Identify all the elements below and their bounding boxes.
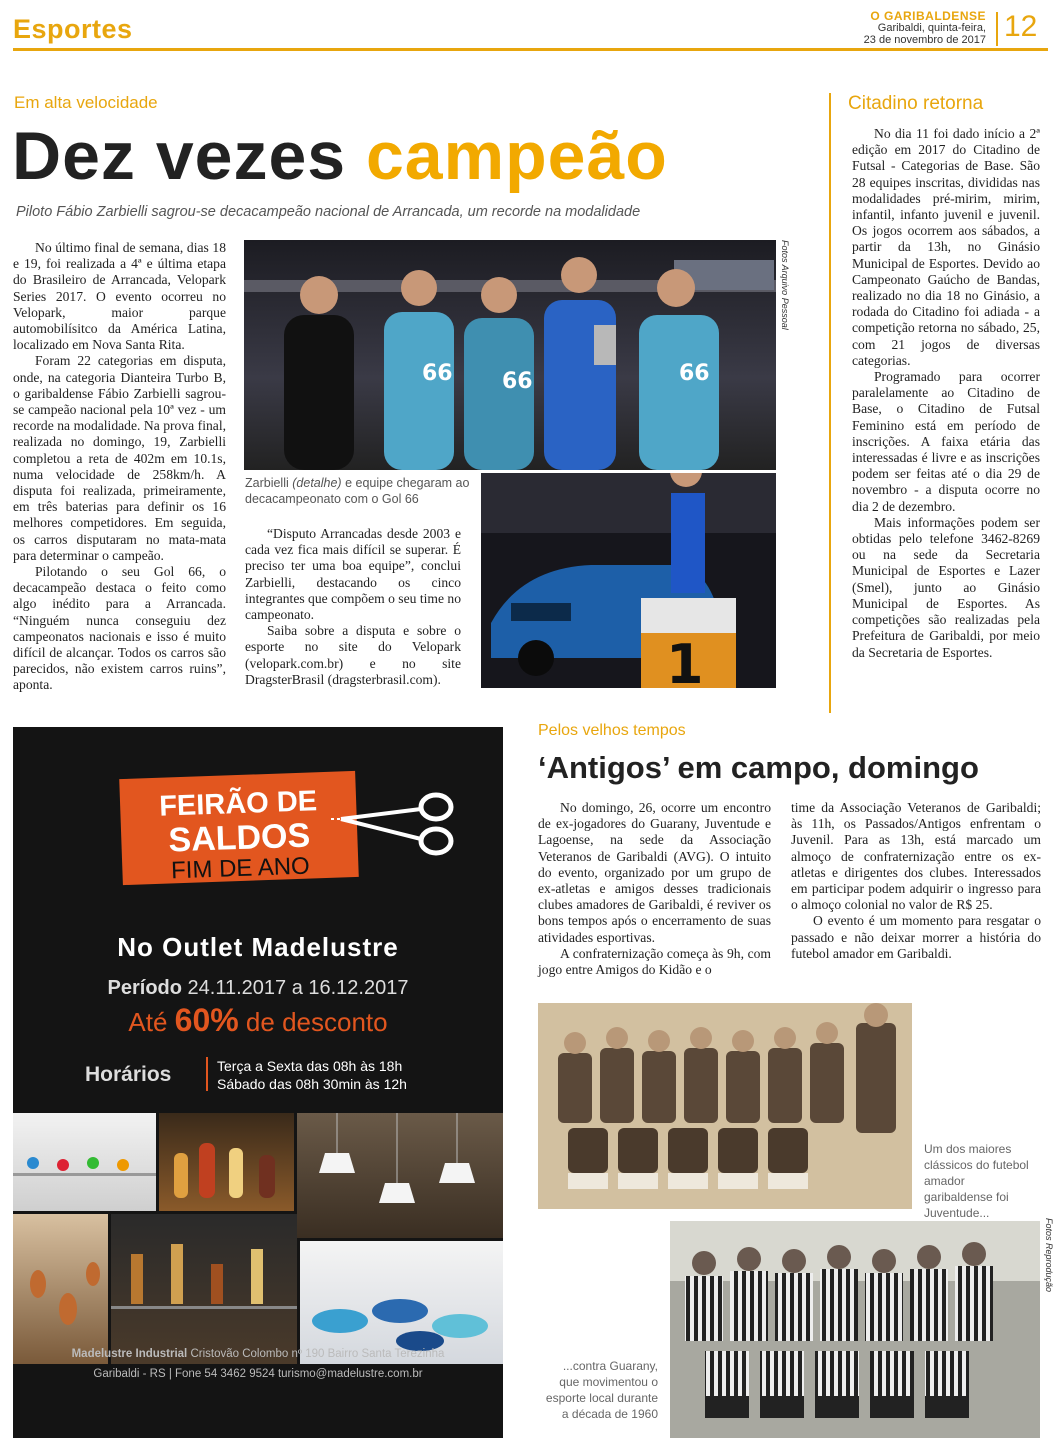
- scissors-icon: [331, 789, 461, 859]
- ad-hours-label: Horários: [85, 1063, 172, 1086]
- showroom-graphic: [111, 1214, 297, 1364]
- ad-discount-pre: Até: [128, 1007, 175, 1037]
- ad-period-value: 24.11.2017 a 16.12.2017: [181, 977, 409, 999]
- ad-photo-lamps: [13, 1214, 108, 1364]
- ad-hours: [217, 1057, 407, 1093]
- ad-banner-line1: FEIRÃO DE: [158, 785, 318, 823]
- ad-footer-address: Cristovão Colombo nº 190 Bairro Santa Terezinha: [187, 1348, 445, 1360]
- ad-period-label: Período: [107, 977, 182, 999]
- caption-post: e equipe chegaram ao decacampeonato com o Gol 66: [245, 476, 470, 506]
- section-rule: [13, 48, 1048, 51]
- caption-pre: Zarbielli: [245, 476, 293, 490]
- second-col2-p2: O evento é um momento para resgatar o passado e não deixar morrer a história do futebol amador em Garibaldi.: [791, 913, 1041, 961]
- sidebar-body: [852, 126, 1040, 661]
- main-kicker: Em alta velocidade: [14, 93, 158, 112]
- main-col2: [245, 526, 461, 688]
- second-col1: [538, 800, 771, 978]
- ad-photo-shelves: [13, 1113, 156, 1211]
- shelves-graphic: [13, 1113, 156, 1211]
- sidebar-rule: [829, 93, 831, 713]
- sidebar-p3: Mais informações podem ser obtidas pelo telefone 3462-8269 ou na sede da Secretaria Municipal de Esportes e Lazer (Smel), junto ao Ginásio Municipal de Esportes. As competições são realizadas pela Prefeitura de Garibaldi, por meio da Secretaria de Esportes.: [852, 514, 1040, 660]
- ad-period: [13, 977, 503, 1000]
- team-photo-graphic: [244, 240, 776, 470]
- svg-text:1: 1: [666, 633, 704, 688]
- page-separator: [996, 12, 998, 46]
- lamps-graphic: [13, 1214, 108, 1364]
- car-photo: [481, 473, 776, 688]
- ad-photo-vases: [159, 1113, 294, 1211]
- svg-text:66: 66: [679, 361, 710, 386]
- guarany-photo: [670, 1221, 1040, 1438]
- ad-banner: [119, 771, 359, 885]
- team-photo: [244, 240, 776, 470]
- ad-footer-line2: Garibaldi - RS | Fone 54 3462 9524 turismo@madelustre.com.br: [93, 1368, 423, 1380]
- second-headline: ‘Antigos’ em campo, domingo: [538, 750, 979, 785]
- guarany-caption: ...contra Guarany, que movimentou o esporte local durante a década de 1960: [545, 1359, 658, 1421]
- ad-hours-saturday: Sábado das 08h 30min às 12h: [217, 1076, 407, 1092]
- ad-photo-pendants: [297, 1113, 503, 1238]
- main-col2-p1: “Disputo Arrancadas desde 2003 e cada vez fica mais difícil se superar. É preciso ter uma boa equipe”, conclui Zarbielli, destacando os cinco integrantes que compõem o seu time no campeonato.: [245, 526, 461, 623]
- caption-emphasis: (detalhe): [292, 476, 342, 490]
- ad-discount-post: de desconto: [238, 1007, 388, 1037]
- dateline-2: 23 de novembro de 2017: [863, 34, 986, 46]
- ad-banner-line3: FIM DE ANO: [170, 852, 311, 885]
- main-col1-p2: Foram 22 categorias em disputa, onde, na categoria Dianteira Turbo B, o garibaldense Fábio Zarbielli sagrou-se campeão nacional pela 10ª vez - um recorde na modalidade. Na prova final, realizada no domingo, 19, Zarbielli completou a reta de 402m em 10.1s, numa velocidade de 258km/h. A disputa foi realizada, primeiramente, em três baterias para definir os 16 melhores competidores. Em seguida, os carros disputaram no mata-mata para determinar o campeão.: [13, 353, 226, 563]
- juventude-photo-graphic: [538, 1003, 912, 1209]
- ad-banner-line2: SALDOS: [167, 816, 311, 860]
- newspaper-name: O GARIBALDENSE: [870, 9, 986, 23]
- sidebar-title: Citadino retorna: [848, 93, 984, 114]
- sidebar-p1: No dia 11 foi dado início a 2ª edição em 2017 do Citadino de Futsal - Categorias de Base. São 28 equipes inscritas, divididas nas modalidades pré-mirim, mirim, infantil, infanto juvenil e juvenil. Os jogos ocorrem aos sábados, a partir da 13h, no Ginásio Municipal de Esportes. Devido ao Campeonato Gaúcho de Bandas, realizado no dia 18 no Ginásio, a rodada do Citadino foi adiada - a competição retorna no sábado, 25, com 21 jogos de diversas categorias.: [852, 126, 1040, 368]
- ad-hours-separator: [206, 1057, 208, 1091]
- headline-part2: campeão: [365, 118, 668, 194]
- dateline-1: Garibaldi, quinta-feira,: [877, 22, 986, 34]
- ad-discount-value: 60%: [174, 1002, 239, 1038]
- main-caption: [245, 475, 475, 507]
- svg-text:66: 66: [422, 361, 453, 386]
- main-subheadline: Piloto Fábio Zarbielli sagrou-se decacampeão nacional de Arrancada, um recorde na modalidade: [16, 204, 641, 220]
- ad-discount: [13, 1002, 503, 1039]
- svg-text:66: 66: [502, 369, 533, 394]
- ad-photo-showroom: [111, 1214, 297, 1364]
- vases-graphic: [159, 1113, 294, 1211]
- second-col1-p2: A confraternização começa às 9h, com jogo entre Amigos do Kidão e o: [538, 945, 771, 978]
- ad-outlet: No Outlet Madelustre: [117, 932, 399, 962]
- headline-part1: Dez vezes: [12, 118, 366, 194]
- pendants-graphic: [297, 1113, 503, 1238]
- main-photo-credit: Fotos Arquivo Pessoal: [780, 240, 790, 330]
- second-kicker: Pelos velhos tempos: [538, 722, 686, 739]
- car-photo-graphic: [481, 473, 776, 688]
- guarany-photo-graphic: [670, 1221, 1040, 1438]
- second-col1-p1: No domingo, 26, ocorre um encontro de ex-jogadores do Guarany, Juventude e Lagoense, na sede da Associação Veteranos de Garibaldi (AVG). O intuito do evento, organizado por um grupo de ex-atletas e amigos desses tradicionais clubes amadores de Garibaldi, é reviver os bons tempos após o encerramento de suas atividades esportivas.: [538, 800, 771, 945]
- main-col1: [13, 240, 226, 694]
- main-col1-p3: Pilotando o seu Gol 66, o decacampeão destaca o feito como algo inédito para a Arrancada. “Ninguém nunca conseguiu dez campeonatos nacionais e isso é muito difícil de alcançar. Todos os carros são parecidos, não existem carros ruins”, aponta.: [13, 564, 226, 693]
- advertisement: [13, 727, 503, 1438]
- section-title: Esportes: [13, 14, 133, 44]
- ad-hours-weekdays: Terça a Sexta das 08h às 18h: [217, 1058, 403, 1074]
- ad-footer-line1: [13, 1344, 503, 1364]
- ad-footer: [13, 1344, 503, 1384]
- masthead: [864, 10, 986, 46]
- page-number: 12: [1004, 10, 1038, 43]
- second-photo-credit: Fotos Reprodução: [1044, 1218, 1054, 1293]
- main-col2-p2: Saiba sobre a disputa e sobre o esporte no site do Velopark (velopark.com.br) e no site DragsterBrasil (dragsterbrasil.com).: [245, 623, 461, 687]
- main-headline: [12, 116, 668, 196]
- second-col2: [791, 800, 1041, 962]
- juventude-photo: [538, 1003, 912, 1209]
- second-col2-p1: time da Associação Veteranos de Garibaldi; às 11h, os Passados/Antigos enfrentam o Juvenil. Para as 13h, está marcado um almoço de confraternização entre os ex-atletas e dirigentes dos clubes. Interessados em participar podem adquirir o ingresso para o almoço colonial no valor de R$ 25.: [791, 800, 1041, 913]
- juventude-caption: Um dos maiores clássicos do futebol amador garibaldense foi Juventude...: [924, 1142, 1029, 1220]
- main-col1-p1: No último final de semana, dias 18 e 19, foi realizada a 4ª e última etapa do Brasileiro de Arrancada, Velopark Series 2017. O evento ocorreu no Velopark, maior parque automobilísitco da América Latina, localizado em Nova Santa Rita.: [13, 240, 226, 353]
- ad-footer-company: Madelustre Industrial: [71, 1348, 188, 1360]
- sidebar-p2: Programado para ocorrer paralelamente ao Citadino de Base, o Citadino de Futsal Feminino está em período de inscrições. A faixa etária das interessadas é livre e as inscrições podem ser feitas até o dia 29 de novembro - a disputa ocorre no dia 2 de dezembro.: [852, 369, 1040, 514]
